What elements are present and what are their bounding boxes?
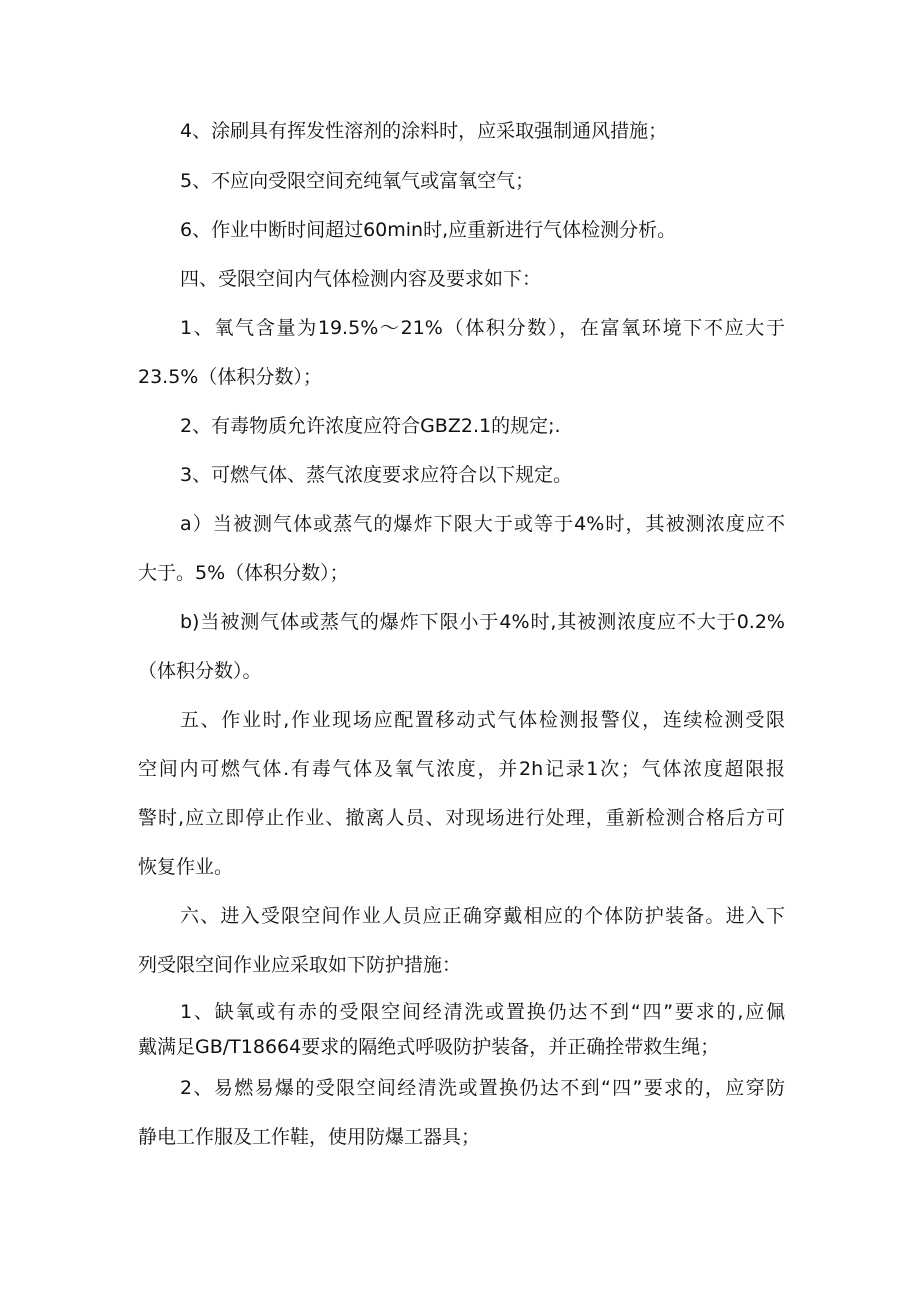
paragraph-toxic-substance: [138, 402, 785, 451]
text-line: 警时,应立即停止作业、撤离人员、对现场进行处理，重新检测合格后方可: [138, 807, 785, 829]
text-line: 5、不应向受限空间充纯氧气或富氧空气；: [180, 170, 535, 192]
text-line: 大于。5%（体积分数）；: [138, 562, 349, 584]
text-line: 列受限空间作业应采取如下防护措施：: [138, 954, 462, 976]
text-line: 六、进入受限空间作业人员应正确穿戴相应的个体防护装备。进入下: [180, 905, 785, 927]
text-line: 五、作业时,作业现场应配置移动式气体检测报警仪，连续检测受限: [180, 709, 785, 731]
paragraph-flammable-explosive: [138, 1064, 785, 1162]
text-line: 3、可燃气体、蒸气浓度要求应符合以下规定。: [180, 464, 573, 486]
text-line: b)当被测气体或蒸气的爆炸下限小于4%时,其被测浓度应不大于0.2%: [180, 611, 785, 633]
paragraph-item-b: [138, 598, 785, 696]
section-heading-6: [138, 892, 785, 990]
text-line: 戴满足GB/T18664要求的隔绝式呼吸防护装备，并正确拴带救生绳；: [138, 1036, 720, 1058]
paragraph-oxygen-deficient: [138, 995, 785, 1065]
paragraph-item-a: [138, 500, 785, 598]
section-heading-4: [138, 255, 785, 304]
text-line: （体积分数）。: [138, 660, 262, 682]
text-line: 空间内可燃气体.有毒气体及氧气浓度，并2h记录1次；气体浓度超限报: [138, 758, 785, 780]
paragraph-item-5: [138, 157, 785, 206]
text-line: 4、涂刷具有挥发性溶剂的涂料时，应采取强制通风措施；: [180, 120, 668, 142]
paragraph-item-6: [138, 206, 785, 255]
text-line: 静电工作服及工作鞋，使用防爆工器具；: [138, 1126, 481, 1148]
text-line: 2、易燃易爆的受限空间经清洗或置换仍达不到“四”要求的，应穿防: [180, 1077, 785, 1099]
section-heading-5: [138, 696, 785, 892]
text-line: 1、缺氧或有赤的受限空间经清洗或置换仍达不到“四”要求的,应佩: [180, 1001, 785, 1023]
text-line: 恢复作业。: [138, 856, 234, 878]
paragraph-flammable-gas: [138, 451, 785, 500]
text-line: 2、有毒物质允许浓度应符合GBZ2.1的规定;.: [180, 415, 561, 437]
paragraph-item-4: [138, 107, 785, 156]
paragraph-oxygen-content: [138, 304, 785, 402]
text-line: 四、受限空间内气体检测内容及要求如下：: [180, 268, 542, 290]
text-line: 6、作业中断时间超过60min时,应重新进行气体检测分析。: [180, 219, 677, 241]
text-line: 1、氧气含量为19.5%～21%（体积分数），在富氧环境下不应大于: [180, 317, 785, 339]
text-line: a）当被测气体或蒸气的爆炸下限大于或等于4%时，其被测浓度应不: [180, 513, 785, 535]
text-line: 23.5%（体积分数）；: [138, 366, 322, 388]
